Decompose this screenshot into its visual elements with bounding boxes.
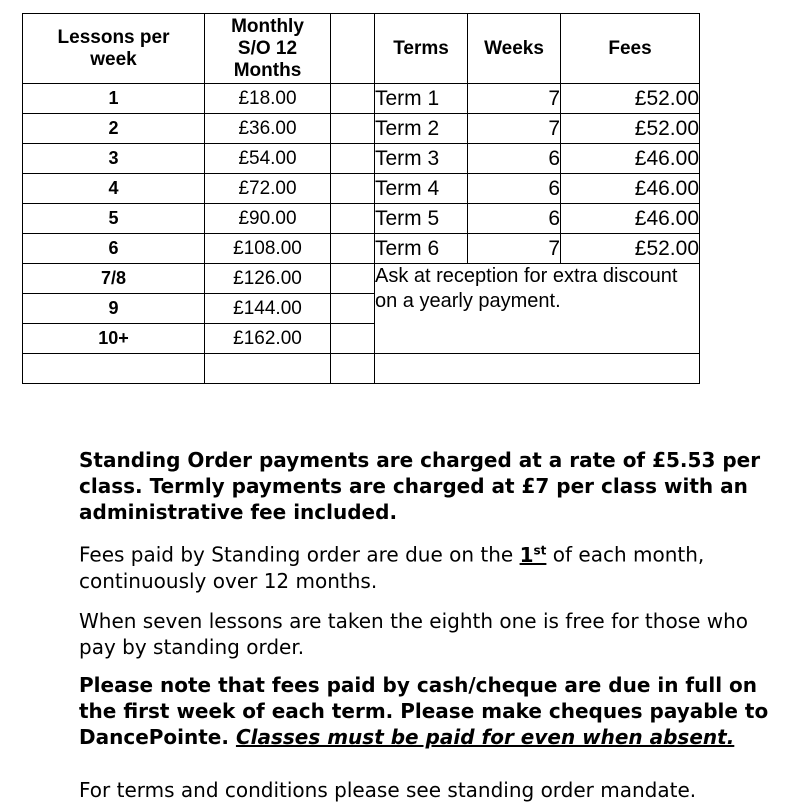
header-terms: Terms (375, 14, 468, 84)
due-date-text-end: of each month, continuously over 12 months. (79, 542, 705, 593)
table-row (23, 264, 700, 294)
cash-note-text: Please note that fees paid by cash/cheque are due in full on the first week of each term. Please make cheques payable to DancePointe. (79, 673, 769, 749)
lessons-per-week-cell: 9 (23, 294, 205, 324)
spacer-cell (331, 234, 375, 264)
term-weeks-cell: 6 (468, 144, 561, 174)
spacer-cell (331, 264, 375, 294)
due-date-text-start: Fees paid by Standing order are due on the (79, 542, 520, 567)
lessons-per-week-cell: 4 (23, 174, 205, 204)
spacer-cell (331, 294, 375, 324)
table-row (23, 204, 700, 234)
term-fee-cell: £46.00 (561, 144, 700, 174)
term-weeks-cell: 6 (468, 174, 561, 204)
fees-table-body (23, 14, 700, 384)
term-fee-cell: £52.00 (561, 84, 700, 114)
empty-cell (23, 354, 205, 384)
free-lesson-paragraph: When seven lessons are taken the eighth one is free for those who pay by standing order. (79, 609, 749, 659)
lessons-per-week-cell: 3 (23, 144, 205, 174)
spacer-cell (331, 114, 375, 144)
term-fee-cell: £46.00 (561, 174, 700, 204)
lessons-per-week-cell: 1 (23, 84, 205, 114)
table-row (23, 114, 700, 144)
term-name-cell: Term 3 (375, 144, 468, 174)
absent-note: Classes must be paid for even when absent. (235, 725, 735, 749)
empty-row (23, 354, 700, 384)
monthly-fee-cell: £18.00 (205, 84, 331, 114)
term-weeks-cell: 7 (468, 234, 561, 264)
table-row (23, 174, 700, 204)
table-header-row (23, 14, 700, 84)
header-lessons-per-week: Lessons per week (23, 14, 205, 84)
spacer-cell (331, 144, 375, 174)
discount-note-cell: Ask at reception for extra discount on a yearly payment. (375, 264, 700, 354)
monthly-fee-cell: £108.00 (205, 234, 331, 264)
term-name-cell: Term 1 (375, 84, 468, 114)
fees-table (22, 13, 700, 384)
monthly-fee-cell: £144.00 (205, 294, 331, 324)
header-fees: Fees (561, 14, 700, 84)
term-fee-cell: £52.00 (561, 114, 700, 144)
monthly-fee-cell: £54.00 (205, 144, 331, 174)
header-monthly: Monthly S/O 12 Months (205, 14, 331, 84)
spacer-cell (331, 174, 375, 204)
lessons-per-week-cell: 2 (23, 114, 205, 144)
terms-conditions-paragraph: For terms and conditions please see standing order mandate. (79, 778, 697, 802)
monthly-fee-cell: £90.00 (205, 204, 331, 234)
rates-paragraph: Standing Order payments are charged at a rate of £5.53 per class. Termly payments are charged at £7 per class with an administrative fee included. (79, 448, 761, 524)
lessons-per-week-cell: 5 (23, 204, 205, 234)
term-name-cell: Term 2 (375, 114, 468, 144)
empty-cell (375, 354, 700, 384)
empty-cell (205, 354, 331, 384)
spacer-cell (331, 324, 375, 354)
monthly-fee-cell: £162.00 (205, 324, 331, 354)
term-weeks-cell: 7 (468, 84, 561, 114)
cash-payment-paragraph (79, 672, 791, 750)
term-name-cell: Term 4 (375, 174, 468, 204)
monthly-fee-cell: £126.00 (205, 264, 331, 294)
term-fee-cell: £52.00 (561, 234, 700, 264)
lessons-per-week-cell: 7/8 (23, 264, 205, 294)
table-row (23, 234, 700, 264)
term-weeks-cell: 6 (468, 204, 561, 234)
term-name-cell: Term 6 (375, 234, 468, 264)
monthly-fee-cell: £36.00 (205, 114, 331, 144)
lessons-per-week-cell: 6 (23, 234, 205, 264)
due-date-paragraph (79, 537, 791, 594)
term-fee-cell: £46.00 (561, 204, 700, 234)
spacer-cell (331, 204, 375, 234)
term-weeks-cell: 7 (468, 114, 561, 144)
empty-cell (331, 354, 375, 384)
table-row (23, 144, 700, 174)
spacer-cell (331, 14, 375, 84)
monthly-fee-cell: £72.00 (205, 174, 331, 204)
due-day-suffix: st (533, 543, 547, 557)
due-day-number: 1 (519, 542, 534, 567)
due-day (520, 543, 547, 567)
term-name-cell: Term 5 (375, 204, 468, 234)
header-weeks: Weeks (468, 14, 561, 84)
lessons-per-week-cell: 10+ (23, 324, 205, 354)
table-row (23, 84, 700, 114)
spacer-cell (331, 84, 375, 114)
